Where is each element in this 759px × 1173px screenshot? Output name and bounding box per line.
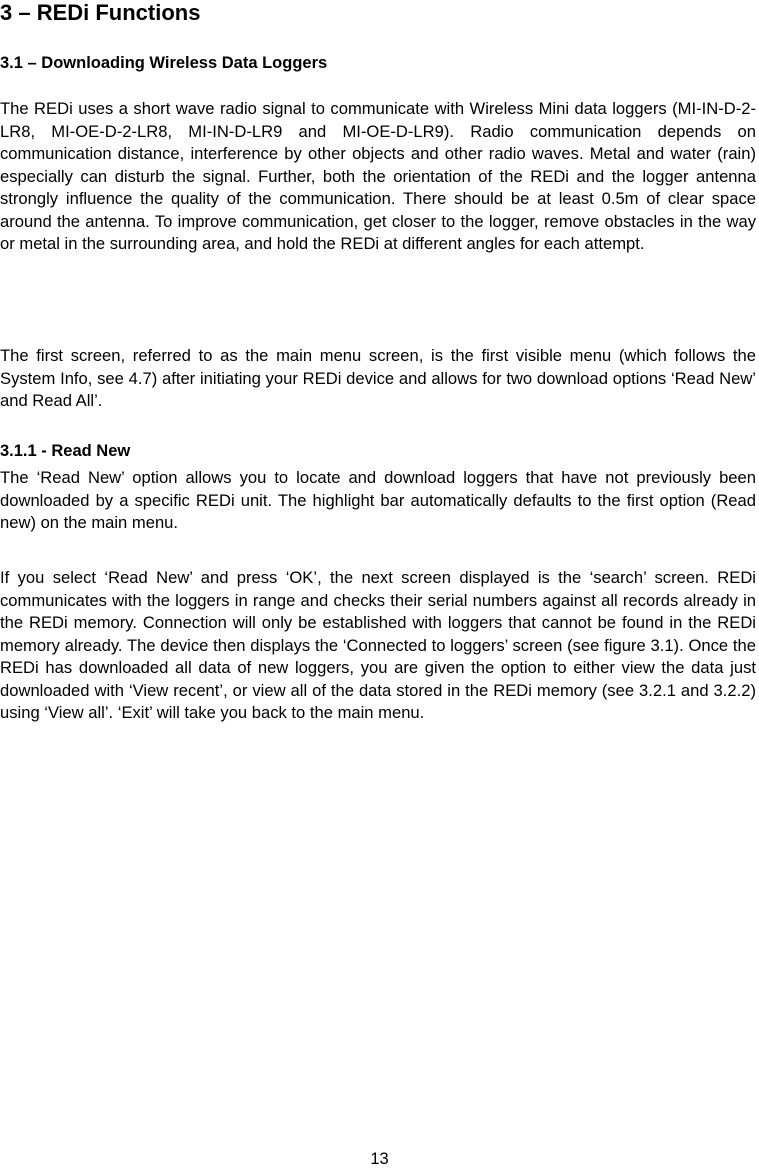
- paragraph-read-new-option: The ‘Read New’ option allows you to locate and download loggers that have not previously been downloaded by a specific REDi unit. The highlight bar automatically defaults to the first option (Read new) on the main menu.: [0, 468, 756, 532]
- subsection-heading: 3.1.1 - Read New: [0, 442, 131, 460]
- paragraph-main-menu: The first screen, referred to as the main menu screen, is the first visible menu (which follows the System Info, see 4.7) after initiating your REDi device and allows for two download options ‘Read New’ and Read All’.: [0, 346, 756, 410]
- page-number: 13: [370, 1150, 389, 1168]
- chapter-heading: 3 – REDi Functions: [0, 0, 201, 25]
- paragraph-read-new-process: If you select ‘Read New’ and press ‘OK’, the next screen displayed is the ‘search’ screen. REDi communicates with the loggers in range and checks their serial numbers against all records already in the REDi memory. Connection will only be established with loggers that cannot be found in the REDi memory already. The device then displays the ‘Connected to loggers’ screen (see figure 3.1). Once the REDi has downloaded all data of new loggers, you are given the option to either view the data just downloaded with ‘View recent’, or view all of the data stored in the REDi memory (see 3.2.1 and 3.2.2) using ‘View all’. ‘Exit’ will take you back to the main menu.: [0, 568, 756, 722]
- section-heading: 3.1 – Downloading Wireless Data Loggers: [0, 54, 328, 72]
- paragraph-radio-communication: The REDi uses a short wave radio signal to communicate with Wireless Mini data loggers (MI-IN-D-2-LR8, MI-OE-D-2-LR8, MI-IN-D-LR9 and MI-OE-D-LR9). Radio communication depends on communication distance, interference by other objects and other radio waves. Metal and water (rain) especially can disturb the signal. Further, both the orientation of the REDi and the logger antenna strongly influence the quality of the communication. There should be at least 0.5m of clear space around the antenna. To improve communication, get closer to the logger, remove obstacles in the way or metal in the surrounding area, and hold the REDi at different angles for each attempt.: [0, 99, 756, 253]
